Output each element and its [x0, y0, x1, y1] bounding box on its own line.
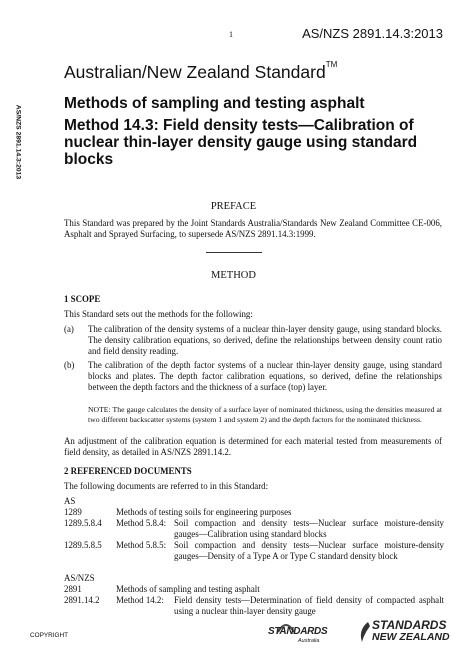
reference-description: Soil compaction and density tests—Nuclear surface moisture-density gauges—Calibration using standard blocks: [174, 518, 444, 539]
reference-number: 1289.5.8.5: [64, 540, 102, 550]
adjustment-paragraph: An adjustment of the calibration equation is determined for each material tested from measurements of field density, as detailed in AS/NZS 2891.14.2.: [64, 436, 442, 457]
page-number: 1: [229, 30, 233, 39]
preface-heading: PREFACE: [210, 201, 257, 212]
side-document-id: [12, 92, 24, 192]
reference-entry: [64, 584, 444, 595]
snz-logo-line1: STANDARDS: [372, 618, 447, 632]
preface-text: This Standard was prepared by the Joint Standards Australia/Standards New Zealand Committee CE-006, Asphalt and Sprayed Surfacing, to supersede AS/NZS 2891.14.3:1999.: [64, 218, 442, 239]
reference-entry: [64, 518, 444, 539]
scope-note: NOTE: The gauge calculates the density of a surface layer of nominated thickness, using the densities measured at two different backscatter systems (system 1 and system 2) and the depth factors for the nominated thickness.: [88, 405, 442, 424]
snz-logo-line2: NEW ZEALAND: [372, 631, 450, 643]
scope-item-b: [64, 360, 442, 393]
reference-group-asnzs: AS/NZS: [64, 573, 95, 583]
reference-entry: [64, 595, 444, 616]
reference-description: Methods of sampling and testing asphalt: [116, 584, 260, 594]
scope-item-text: The calibration of the depth factor systems of a nuclear thin-layer density gauge, using standard blocks and plates. The depth factor calibration equations, so derived, define the relationships between the depth factors and the thickness of a surface (top) layer.: [88, 360, 442, 392]
scope-item-text: The calibration of the density systems of a nuclear thin-layer density gauge, using standard blocks. The density calibration equations, so derived, define the relationships between density count ratio and field density reading.: [88, 324, 442, 356]
reference-entry: [64, 507, 444, 518]
reference-description: Methods of testing soils for engineering purposes: [116, 507, 292, 517]
snz-logo-fern-icon: [356, 620, 372, 644]
standards-new-zealand-logo: [356, 618, 456, 648]
document-id: AS/NZS 2891.14.3:2013: [302, 26, 443, 41]
reference-method: Method 5.8.4:: [116, 518, 167, 528]
standard-name: [64, 62, 337, 83]
scope-item-a: [64, 324, 442, 357]
reference-number: 2891: [64, 584, 82, 594]
reference-description: Soil compaction and density tests—Nuclear surface moisture-density gauges—Density of a Type A or Type C standard density block: [174, 540, 444, 561]
sa-logo-sub: Australia: [298, 638, 320, 644]
references-heading: 2 REFERENCED DOCUMENTS: [64, 466, 192, 476]
references-intro: The following documents are referred to in this Standard:: [64, 481, 269, 491]
reference-method: Method 5.8.5:: [116, 540, 167, 550]
reference-description: Field density tests—Determination of field density of compacted asphalt using a nuclear thin-layer density gauge: [174, 595, 444, 616]
sa-logo-main: STANDARDS: [268, 626, 328, 637]
scope-heading: 1 SCOPE: [64, 294, 101, 304]
reference-number: 1289.5.8.4: [64, 518, 102, 528]
standard-name-text: Australian/New Zealand Standard: [64, 62, 326, 82]
reference-number: 2891.14.2: [64, 595, 100, 605]
scope-item-label: (b): [64, 360, 75, 370]
title-line-2: Method 14.3: Field density tests—Calibration of nuclear thin-layer density gauge using standard blocks: [64, 117, 418, 168]
section-divider: [206, 252, 262, 253]
reference-entry: [64, 540, 444, 561]
trademark-mark: TM: [325, 60, 338, 69]
reference-method: Method 14.2:: [116, 595, 164, 605]
standards-australia-logo: [268, 620, 338, 646]
reference-number: 1289: [64, 507, 82, 517]
title-line-1: Methods of sampling and testing asphalt: [64, 95, 365, 112]
scope-item-label: (a): [64, 324, 74, 334]
side-document-id-text: AS/NZS 2891.14.3:2013: [14, 104, 22, 180]
scope-intro: This Standard sets out the methods for the following:: [64, 309, 253, 319]
reference-group-as: AS: [64, 496, 76, 506]
method-heading: METHOD: [211, 270, 256, 281]
copyright-label: COPYRIGHT: [30, 632, 68, 639]
